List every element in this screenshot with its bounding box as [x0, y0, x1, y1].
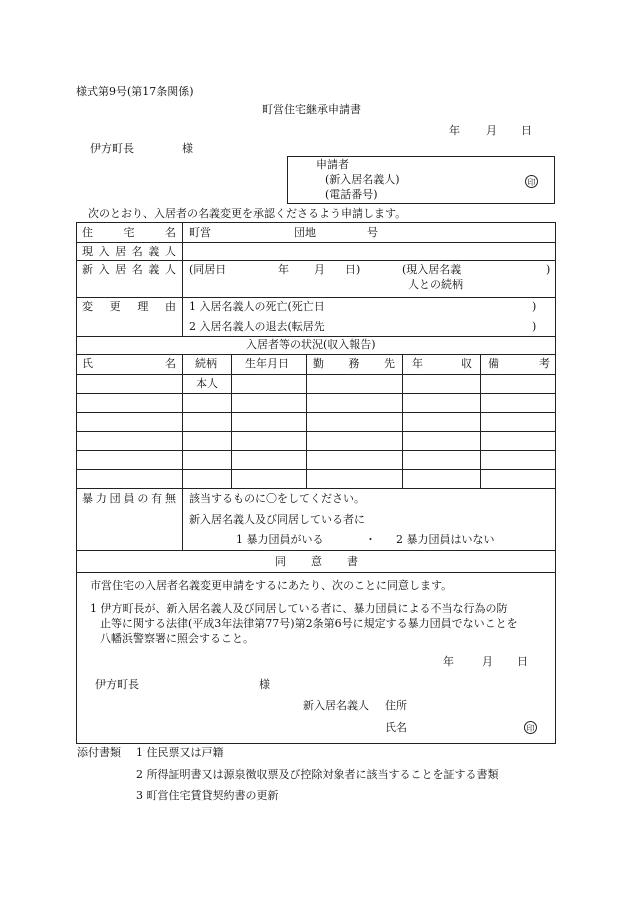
addressee-honorific: 様: [182, 142, 193, 155]
consent-item-line3: 八幡浜警察署に照会すること。: [100, 632, 254, 645]
first-relation: 本人: [196, 377, 218, 390]
reason-death: 1 入居名義人の死亡(死亡日: [189, 300, 325, 313]
attachment-3: 3 町営住宅賃貸契約書の更新: [136, 789, 279, 802]
consent-date-day: 日: [517, 655, 528, 668]
attachment-2: 2 所得証明書又は源泉徴収票及び控除対象者に該当することを証する書類: [136, 768, 499, 781]
consent-honorific: 様: [259, 678, 270, 691]
applicant-phone: (電話番号): [325, 188, 378, 201]
date-year: 年: [449, 124, 460, 137]
reason-move-close: ): [532, 320, 537, 333]
new-tenant-label: 新 入 居 名 義 人: [82, 263, 176, 276]
consent-addressee: 伊方町長: [95, 678, 139, 691]
current-tenant-label: 現 入 居 名 義 人: [82, 245, 176, 258]
housing-label: 住 宅 名: [82, 226, 176, 239]
reason-death-close: ): [532, 300, 537, 313]
document-title: 町営住宅継承申請書: [262, 103, 361, 116]
col-birthdate: 生年月日: [245, 357, 289, 370]
col-income: 年 収: [412, 357, 472, 370]
consent-title-1: 同: [275, 555, 286, 568]
consent-address-label: 住所: [385, 699, 407, 712]
attachment-1: 1 住民票又は戸籍: [136, 746, 224, 759]
reason-move: 2 入居名義人の退去(転居先: [189, 320, 325, 333]
date-month: 月: [486, 124, 497, 137]
col-relation: 続柄: [195, 357, 217, 370]
consent-intro: 市営住宅の入居者名義変更申請をするにあたり、次のことに同意します。: [90, 579, 453, 592]
relation-label: (現入居名義: [402, 263, 462, 276]
relation-close: ): [546, 263, 551, 276]
cohabit-year: 年: [278, 263, 289, 276]
gang-label: 暴 力 団 員 の 有 無: [82, 492, 176, 505]
cohabit-day: 日): [345, 263, 361, 276]
consent-date-year: 年: [443, 655, 454, 668]
col-workplace: 勤 務 先: [313, 357, 395, 370]
cohabit-date-label: (同居日: [189, 263, 227, 276]
consent-name-label: 氏名: [385, 721, 407, 734]
consent-seal-icon: 印: [524, 721, 537, 734]
cohabit-month: 月: [314, 263, 325, 276]
reason-label: 変 更 理 由: [82, 300, 176, 313]
consent-tenant-label: 新入居名義人: [303, 699, 369, 712]
housing-gou: 号: [367, 226, 378, 239]
applicant-new-tenant: (新入居名義人): [325, 173, 400, 186]
consent-title-3: 書: [347, 555, 358, 568]
applicant-seal-icon: 印: [525, 175, 538, 188]
gang-option-2: 2 暴力団員はいない: [396, 533, 495, 546]
housing-danchi: 団地: [294, 226, 316, 239]
consent-title-2: 意: [311, 555, 322, 568]
col-remarks: 備 考: [488, 357, 550, 370]
col-name: 氏 名: [82, 357, 176, 370]
status-header: 入居者等の状況(収入報告): [246, 338, 376, 351]
applicant-label: 申請者: [316, 158, 349, 171]
gang-option-dot: ・: [365, 533, 376, 546]
consent-date-month: 月: [482, 655, 493, 668]
form-number: 様式第9号(第17条関係): [76, 85, 194, 98]
consent-item-line2: 止等に関する法律(平成3年法律第77号)第2条第6号に規定する暴力団員でないことを: [100, 617, 518, 630]
attachments-label: 添付書類: [77, 746, 121, 759]
gang-option-1: 1 暴力団員がいる: [236, 533, 324, 546]
consent-item-line1: 1 伊方町長が、新入居名義人及び同居している者に、暴力団員による不当な行為の防: [90, 602, 508, 615]
gang-subject: 新入居名義人及び同居している者に: [189, 513, 365, 526]
housing-prefix: 町営: [189, 226, 211, 239]
intro-text: 次のとおり、入居者の名義変更を承認くださるよう申請します。: [88, 207, 407, 220]
gang-instruction: 該当するものに〇をしてください。: [189, 492, 365, 505]
date-day: 日: [521, 124, 532, 137]
relation-label-2: 人との続柄: [408, 278, 463, 291]
addressee: 伊方町長: [90, 142, 134, 155]
